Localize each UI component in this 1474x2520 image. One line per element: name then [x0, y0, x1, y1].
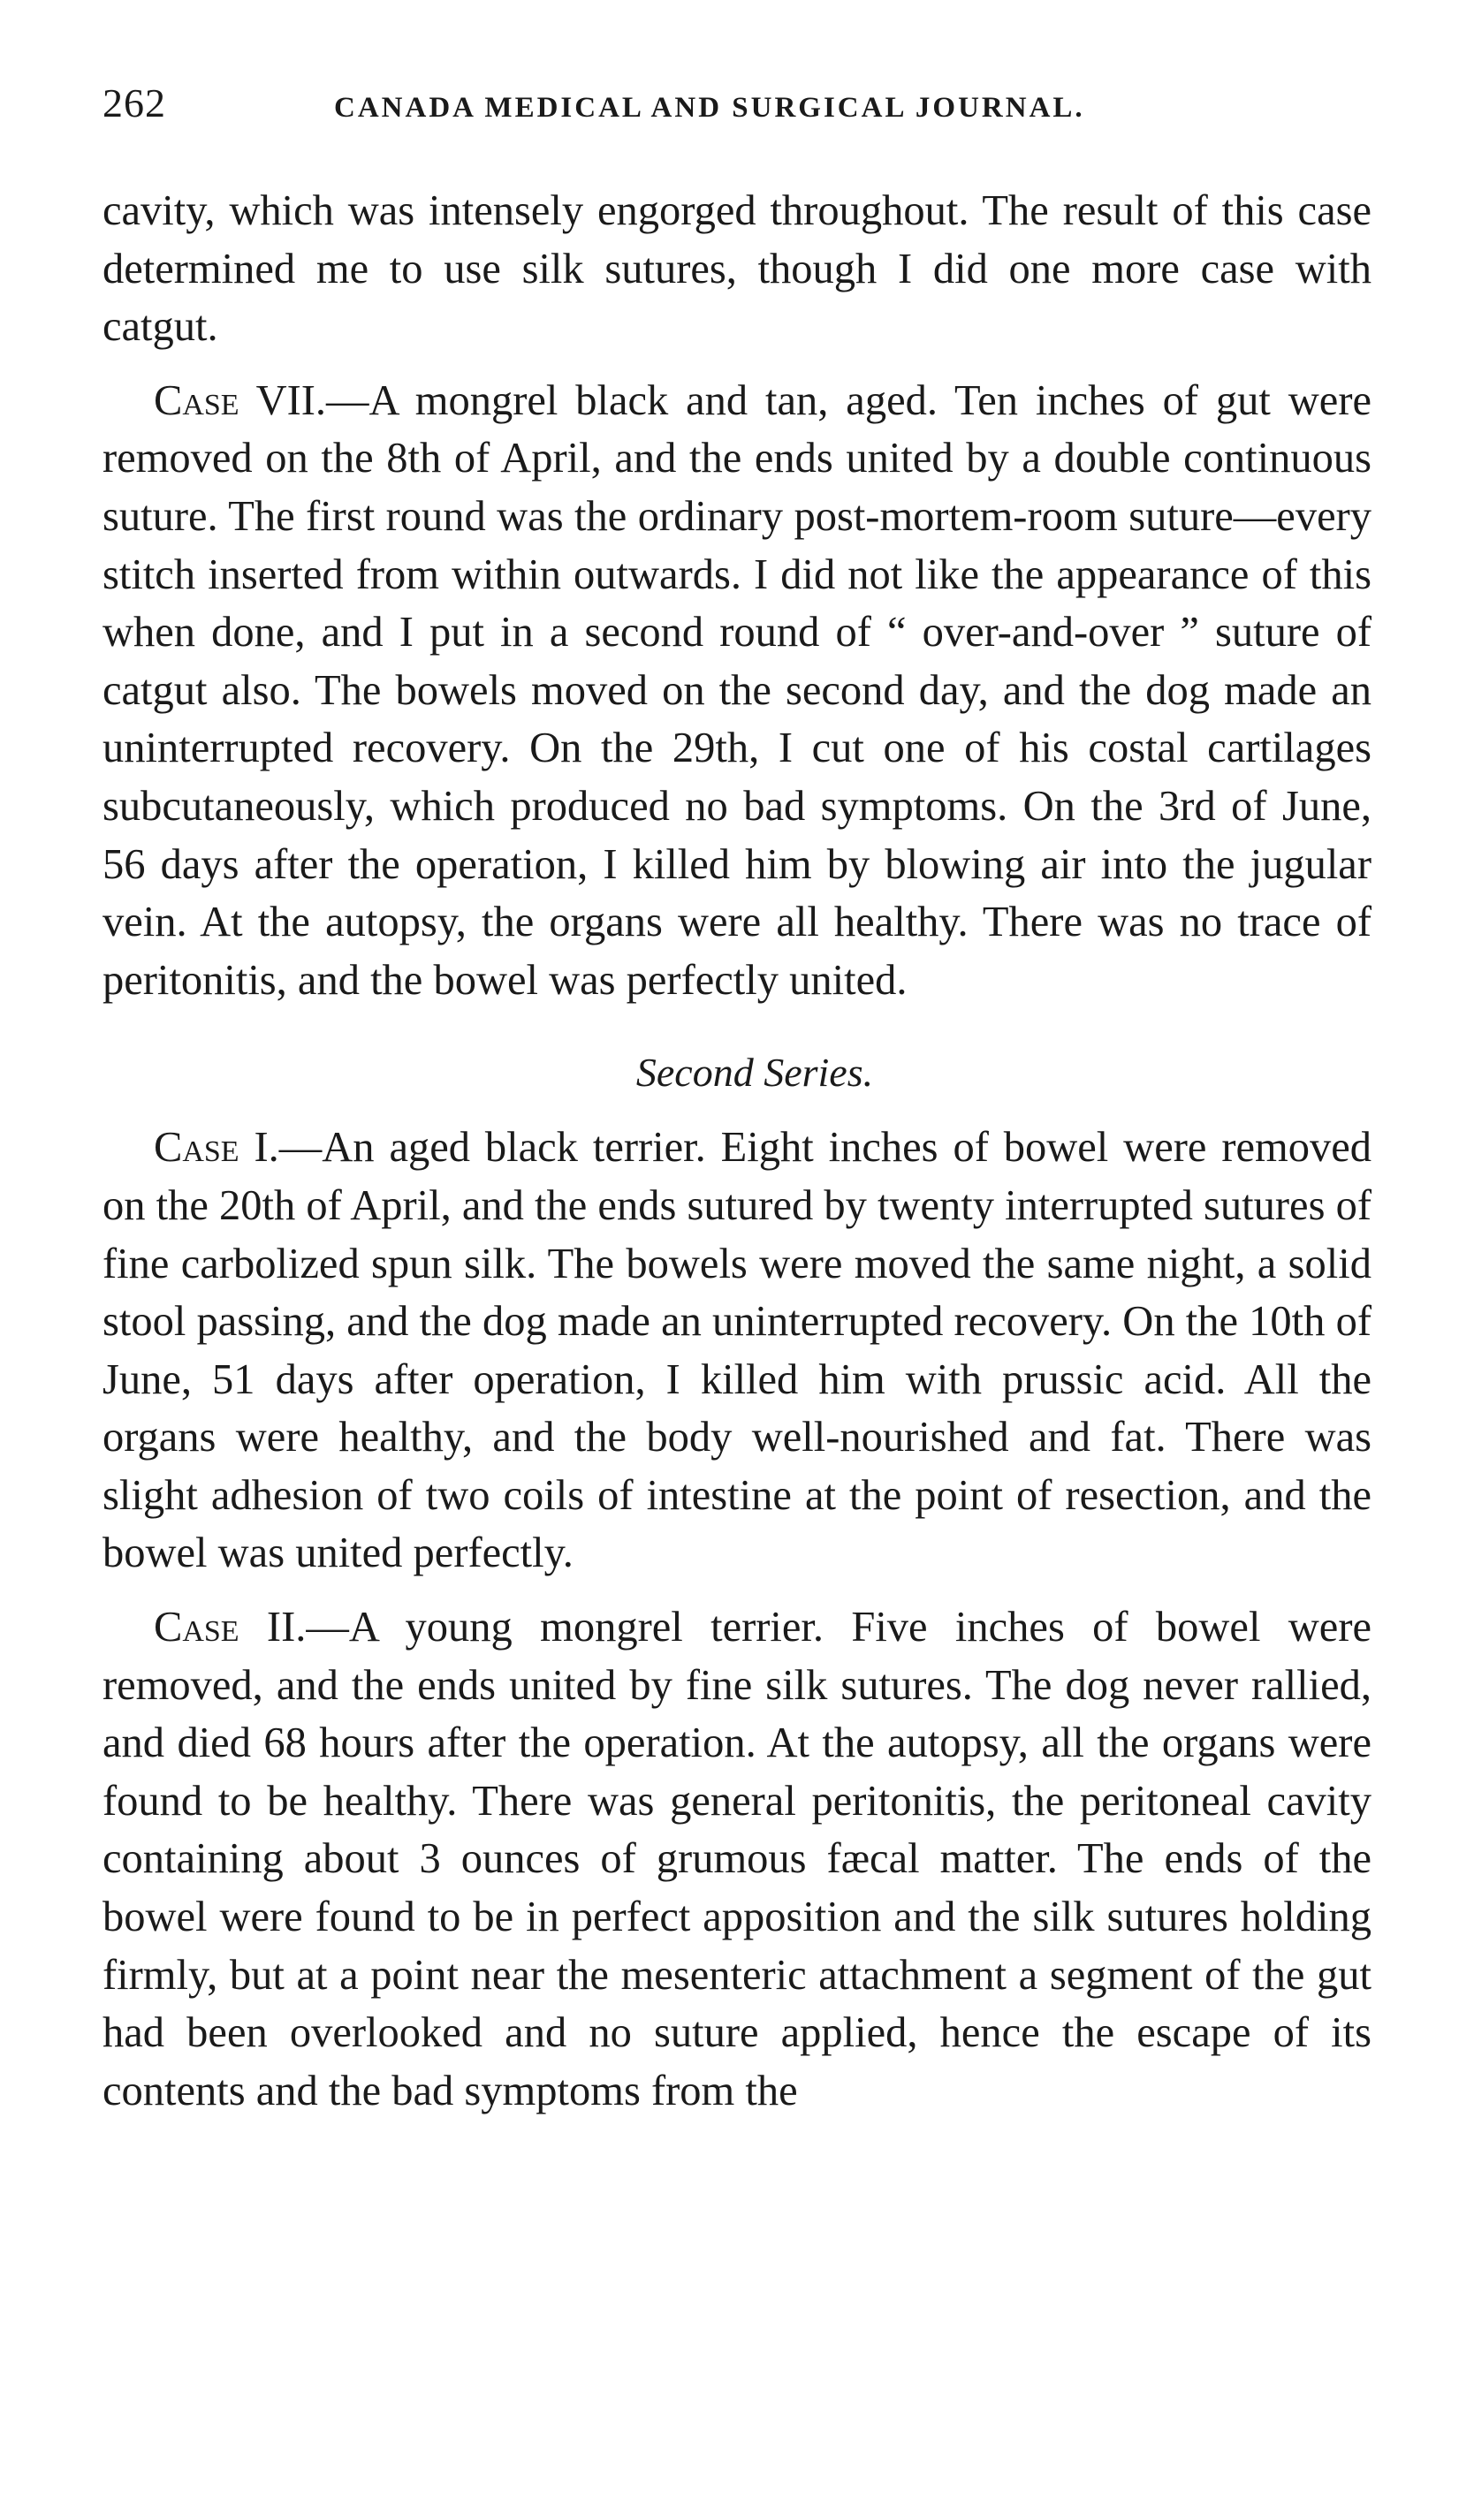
paragraph-continued: cavity, which was intensely engorged throughout. The result of this case determined me to use silk sutures, though I did one more case with catgut.: [103, 187, 1371, 351]
journal-page: [103, 80, 1371, 2120]
paragraph-case-ii: [103, 1598, 1371, 2120]
case-heading: Case II.: [154, 1604, 307, 1651]
journal-title: CANADA MEDICAL AND SURGICAL JOURNAL.: [334, 92, 1085, 124]
case-text: —A mongrel black and tan, aged. Ten inches of gut were removed on the 8th of April, and the ends united by a double continuous suture. The first round was the ordinary post-mortem-room suture—every stitch inserted from within outwards. I did not like the appearance of this when done, and I put in a second round of “ over-and-over ” suture of catgut also. The bowels moved on the second day, and the dog made an uninterrupted recovery. On the 29th, I cut one of his costal cartilages subcutaneously, which produced no bad symptoms. On the 3rd of June, 56 days after the operation, I killed him by blowing air into the jugular vein. At the autopsy, the organs were all healthy. There was no trace of peritonitis, and the bowel was perfectly united.: [103, 376, 1371, 1004]
page-number: 262: [103, 80, 166, 125]
paragraph-case-i: [103, 1119, 1371, 1583]
case-text: —A young mongrel terrier. Five inches of bowel were removed, and the ends united by fine silk sutures. The dog never rallied, and died 68 hours after the operation. At the autopsy, all the organs were found to be healthy. There was general peritonitis, the peritoneal cavity containing about 3 ounces of grumous fæcal matter. The ends of the bowel were found to be in perfect apposition and the silk sutures holding firmly, but at a point near the mesenteric attachment a segment of the gut had been overlooked and no suture applied, hence the escape of its contents and the bad symptoms from the: [103, 1604, 1371, 2114]
case-text: —An aged black terrier. Eight inches of bowel were removed on the 20th of April, and the ends sutured by twenty interrupted sutures of fine carbolized spun silk. The bowels were moved the same night, a solid stool passing, and the dog made an uninterrupted recovery. On the 10th of June, 51 days after operation, I killed him with prussic acid. All the organs were healthy, and the body well-nourished and fat. There was slight adhesion of two coils of intestine at the point of resection, and the bowel was united perfectly.: [103, 1124, 1371, 1577]
paragraph-case-vii: [103, 372, 1371, 1010]
case-heading: Case I.: [154, 1124, 279, 1172]
running-head: [103, 80, 1371, 136]
case-heading: Case VII.: [154, 376, 327, 424]
section-heading: Second Series.: [635, 1050, 874, 1096]
